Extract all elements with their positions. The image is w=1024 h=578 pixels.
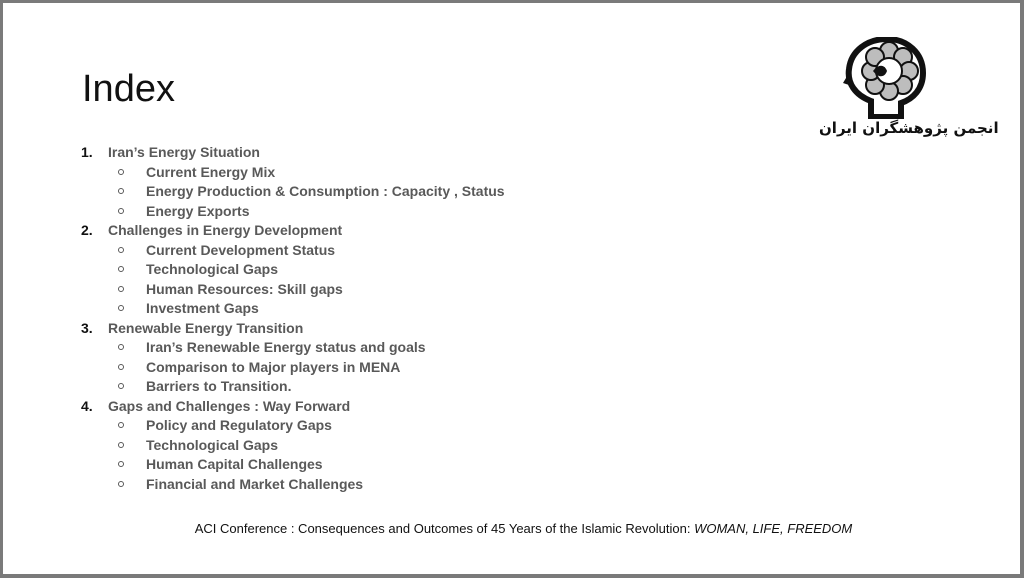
- section-number: 1.: [81, 144, 93, 160]
- list-item: [78, 299, 505, 319]
- list-item: [78, 377, 505, 397]
- list-item: [78, 416, 505, 436]
- sub-list: [78, 338, 505, 397]
- section-heading: [78, 221, 505, 241]
- circle-bullet-icon: [118, 422, 124, 428]
- circle-bullet-icon: [118, 169, 124, 175]
- section-1: [78, 143, 505, 221]
- section-heading: [78, 143, 505, 163]
- section-heading: [78, 397, 505, 417]
- list-item-text: Energy Exports: [146, 202, 250, 219]
- circle-bullet-icon: [118, 305, 124, 311]
- circle-bullet-icon: [118, 481, 124, 487]
- list-item-text: Comparison to Major players in MENA: [146, 358, 401, 375]
- list-item: [78, 260, 505, 280]
- section-number: 2.: [81, 222, 93, 238]
- list-item-text: Human Resources: Skill gaps: [146, 280, 343, 297]
- section-4: [78, 397, 505, 495]
- list-item-text: Barriers to Transition.: [146, 378, 292, 394]
- section-heading: [78, 319, 505, 339]
- footer-emphasis: WOMAN, LIFE, FREEDOM: [694, 521, 853, 536]
- list-item: [78, 241, 505, 261]
- section-number: 3.: [81, 319, 93, 336]
- list-item-text: Policy and Regulatory Gaps: [146, 417, 332, 433]
- list-item-text: Current Energy Mix: [146, 163, 276, 180]
- circle-bullet-icon: [118, 344, 124, 350]
- footer-text: ACI Conference : Consequences and Outcomes of 45 Years of the Islamic Revolution:: [194, 521, 695, 536]
- organization-logo: [819, 37, 999, 147]
- circle-bullet-icon: [118, 461, 124, 467]
- logo-text: انجمن پژوهشگران ایران: [819, 119, 999, 137]
- slide: [3, 3, 1020, 574]
- section-3: [78, 319, 505, 397]
- section-title: Renewable Energy Transition: [108, 319, 304, 336]
- circle-bullet-icon: [118, 442, 124, 448]
- list-item-text: Investment Gaps: [146, 300, 259, 316]
- circle-bullet-icon: [118, 364, 124, 370]
- index-list: [78, 143, 505, 494]
- list-item: [78, 280, 505, 300]
- section-title: Gaps and Challenges : Way Forward: [108, 397, 351, 414]
- sub-list: [78, 416, 505, 494]
- list-item-text: Financial and Market Challenges: [146, 475, 364, 492]
- list-item: [78, 182, 505, 202]
- circle-bullet-icon: [118, 188, 124, 194]
- list-item-text: Current Development Status: [146, 241, 336, 258]
- circle-bullet-icon: [118, 286, 124, 292]
- slide-title: Index: [82, 68, 175, 110]
- list-item: [78, 475, 505, 495]
- section-number: 4.: [81, 397, 93, 414]
- section-title: Iran’s Energy Situation: [108, 144, 260, 160]
- circle-bullet-icon: [118, 383, 124, 389]
- section-title: Challenges in Energy Development: [108, 222, 343, 238]
- list-item: [78, 163, 505, 183]
- section-2: [78, 221, 505, 319]
- list-item-text: Iran’s Renewable Energy status and goals: [146, 339, 426, 355]
- list-item-text: Human Capital Challenges: [146, 456, 323, 472]
- list-item: [78, 202, 505, 222]
- list-item: [78, 455, 505, 475]
- list-item: [78, 358, 505, 378]
- sub-list: [78, 163, 505, 222]
- head-flower-icon: [841, 37, 931, 119]
- list-item: [78, 338, 505, 358]
- list-item-text: Energy Production & Consumption : Capacity , Status: [146, 183, 505, 199]
- list-item-text: Technological Gaps: [146, 436, 278, 453]
- sub-list: [78, 241, 505, 319]
- list-item-text: Technological Gaps: [146, 261, 278, 277]
- circle-bullet-icon: [118, 266, 124, 272]
- circle-bullet-icon: [118, 208, 124, 214]
- list-item: [78, 436, 505, 456]
- slide-footer: [3, 521, 1020, 536]
- circle-bullet-icon: [118, 247, 124, 253]
